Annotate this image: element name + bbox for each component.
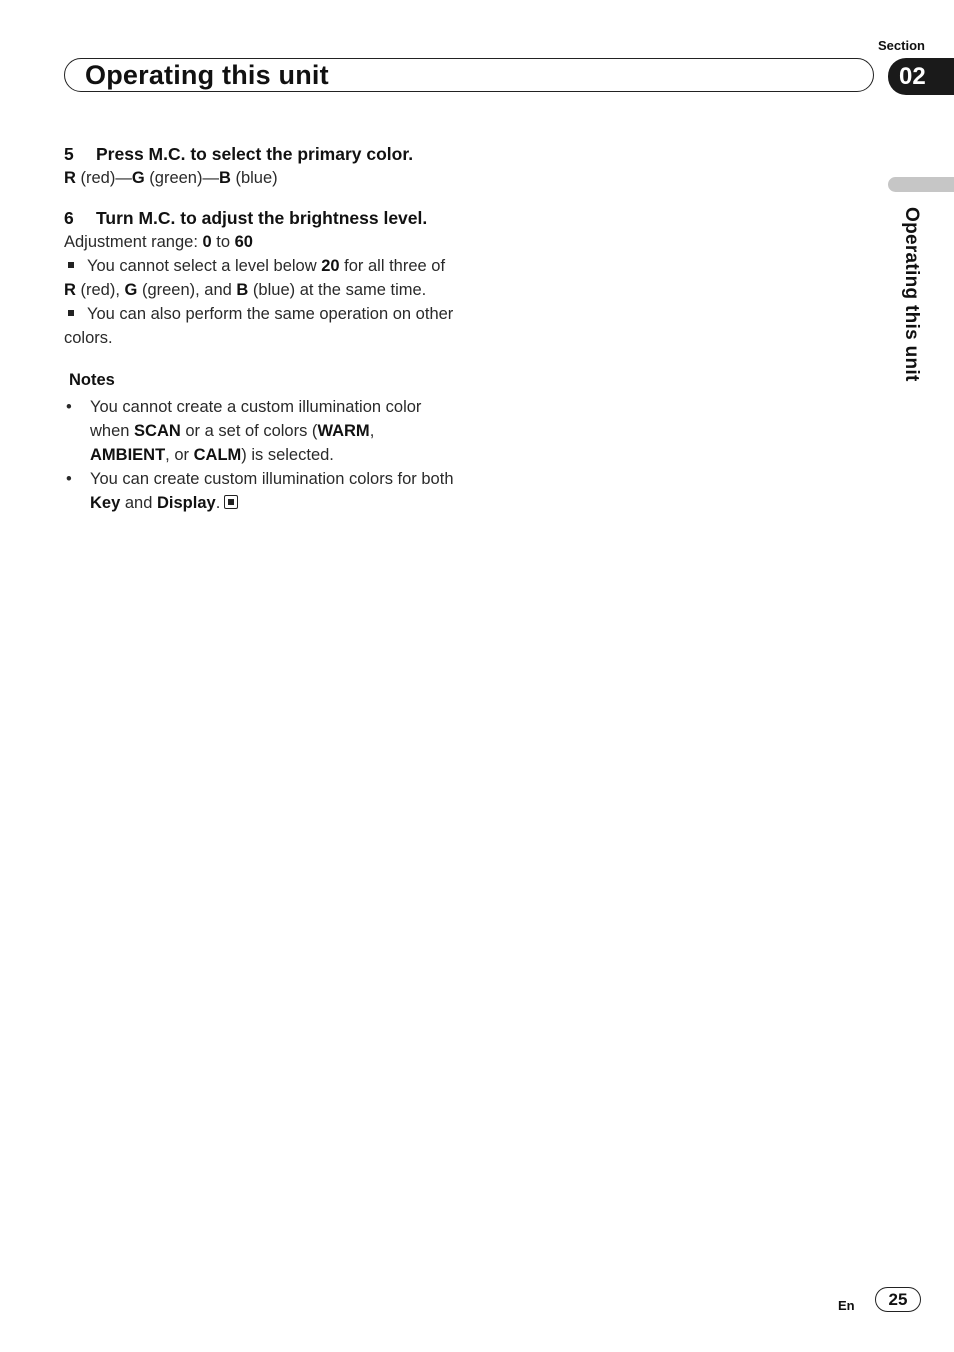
page-title: Operating this unit [85,60,329,90]
side-index-label: Operating this unit [901,207,922,382]
main-content [64,142,456,515]
square-bullet-icon [68,262,74,268]
color-sequence: R (red)—G (green)—B (blue) [64,169,278,187]
page-number: 25 [875,1287,921,1312]
side-index-bar [888,177,954,192]
bullet-dot-icon: • [66,398,72,416]
step-heading [64,206,456,230]
step-number: 6 [64,208,74,228]
language-label: En [838,1298,855,1313]
square-bullet-item: You cannot select a level below 20 for all three of R (red), G (green), and B (blue) at the same time. [64,257,446,299]
square-bullet-item: You can also perform the same operation on other colors. [64,305,454,347]
step-number: 5 [64,144,74,164]
section-label: Section [878,38,925,53]
section-number-tab: 02 [888,58,954,95]
notes-heading: Notes [69,371,115,389]
step-heading [64,142,456,166]
step-text: Press M.C. to select the primary color. [96,144,414,164]
page-title-banner [64,58,874,92]
square-bullet-icon [68,310,74,316]
note-item: • You can create custom illumination colors for both Key and Display. [64,467,456,515]
note-item: • You cannot create a custom illumination color when SCAN or a set of colors (WARM, AMBIENT, or CALM) is selected. [64,395,456,467]
adjustment-range: Adjustment range: 0 to 60 [64,233,253,251]
step-text: Turn M.C. to adjust the brightness level. [96,208,428,228]
end-of-section-icon [224,495,238,509]
bullet-dot-icon: • [66,470,72,488]
